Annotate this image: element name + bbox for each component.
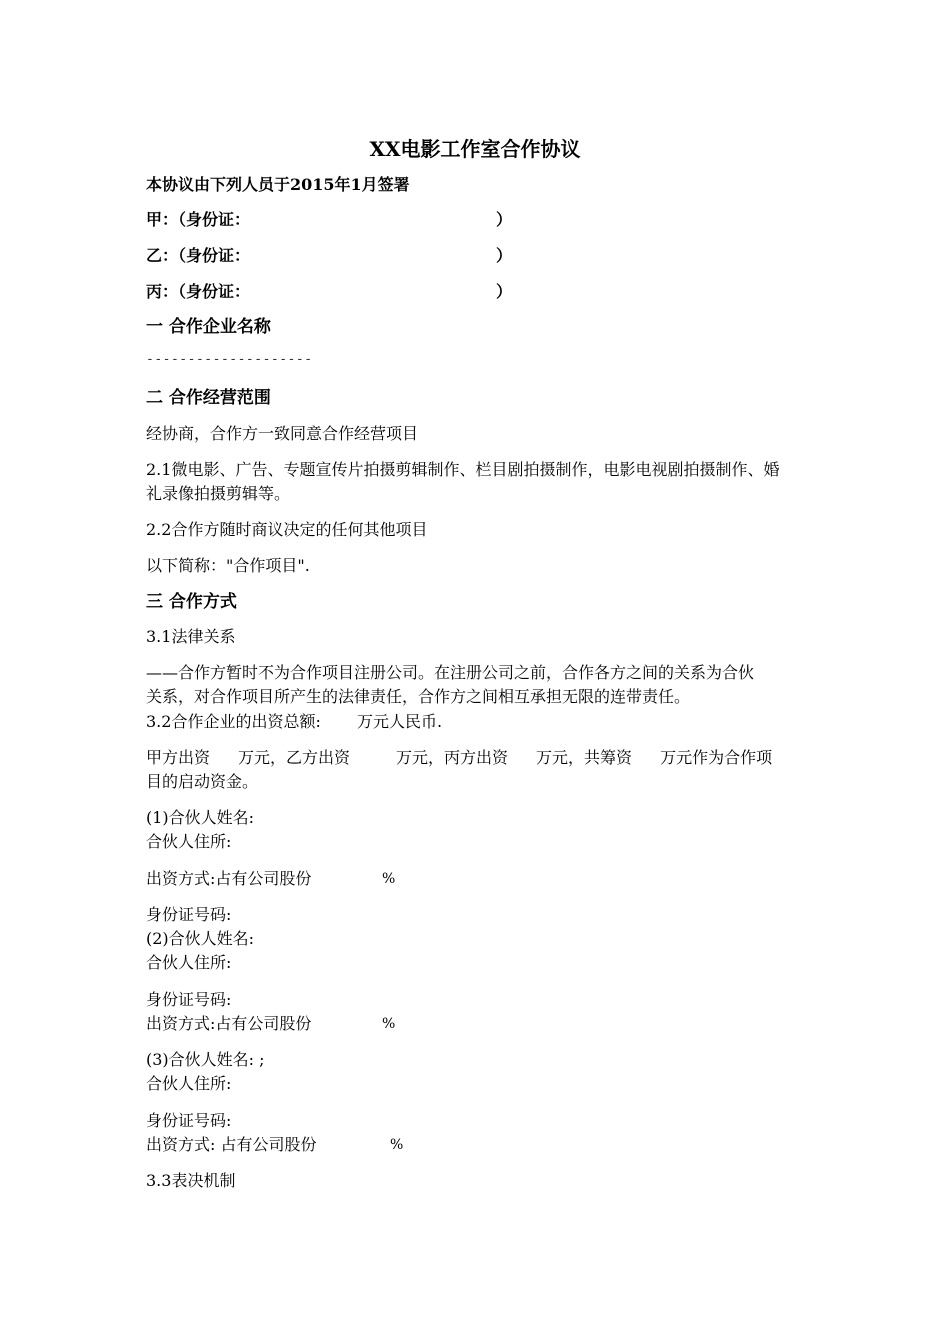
contribution-line-2: 目的启动资金。 <box>146 772 259 791</box>
contribution-line-1 <box>146 748 772 768</box>
partner-2-id: 身份证号码: <box>146 990 232 1009</box>
contrib-c: 万元，丙方出资 <box>396 748 509 767</box>
party-c-close: ） <box>496 282 513 301</box>
contrib-e: 万元作为合作项 <box>660 748 773 767</box>
partner-1-name: (1)合伙人姓名: <box>146 808 255 827</box>
document-title: XX电影工作室合作协议 <box>369 137 581 161</box>
party-b-close: ） <box>496 246 513 265</box>
scope-2-1-line-2: 礼录像拍摄剪辑等。 <box>146 484 291 503</box>
partner-3-percent: % <box>390 1137 404 1153</box>
section-3-heading: 三 合作方式 <box>146 592 237 612</box>
party-b-label: 乙：（身份证： <box>146 246 251 265</box>
partner-3-id: 身份证号码: <box>146 1111 232 1130</box>
scope-intro: 经协商，合作方一致同意合作经营项目 <box>146 424 419 443</box>
intro-line: 本协议由下列人员于2015年1月签署 <box>146 175 410 194</box>
partner-3-address: 合伙人住所: <box>146 1074 232 1093</box>
partner-1-percent: % <box>382 871 396 887</box>
clause-3-2-label: 3.2合作企业的出资总额: <box>146 712 321 731</box>
section-2-heading: 二 合作经营范围 <box>146 388 271 408</box>
contrib-a: 甲方出资 <box>146 748 211 767</box>
partner-2-percent: % <box>382 1016 396 1032</box>
clause-3-2-unit: 万元人民币. <box>357 712 443 731</box>
clause-3-1: 3.1法律关系 <box>146 627 236 646</box>
scope-2-1-line-1: 2.1微电影、广告、专题宣传片拍摄剪辑制作、栏目剧拍摄制作，电影电视剧拍摄制作、婚 <box>146 460 780 479</box>
party-a-label: 甲：（身份证： <box>146 210 251 229</box>
section-1-heading: 一 合作企业名称 <box>146 317 271 337</box>
clause-3-3: 3.3表决机制 <box>146 1171 236 1190</box>
partner-2-method: 出资方式:占有公司股份 <box>146 1014 312 1033</box>
partner-2-name: (2)合伙人姓名: <box>146 929 255 948</box>
party-c-label: 丙：（身份证： <box>146 282 251 301</box>
scope-abbrev: 以下简称："合作项目". <box>146 556 310 575</box>
partner-1-address: 合伙人住所: <box>146 832 232 851</box>
partner-2-address: 合伙人住所: <box>146 953 232 972</box>
party-a-close: ） <box>496 210 513 229</box>
partner-3-method: 出资方式: 占有公司股份 <box>146 1135 317 1154</box>
contrib-d: 万元，共筹资 <box>536 748 633 767</box>
scope-2-2: 2.2合作方随时商议决定的任何其他项目 <box>146 520 428 539</box>
company-name-blank: -------------------- <box>146 352 313 367</box>
contrib-b: 万元，乙方出资 <box>238 748 351 767</box>
clause-3-1-line-2: 关系，对合作项目所产生的法律责任，合作方之间相互承担无限的连带责任。 <box>146 687 691 706</box>
partner-1-method: 出资方式:占有公司股份 <box>146 869 312 888</box>
clause-3-1-line-1: ——合作方暂时不为合作项目注册公司。在注册公司之前，合作各方之间的关系为合伙 <box>146 663 755 682</box>
partner-1-id: 身份证号码: <box>146 905 232 924</box>
partner-3-name: (3)合伙人姓名: ; <box>146 1050 265 1069</box>
